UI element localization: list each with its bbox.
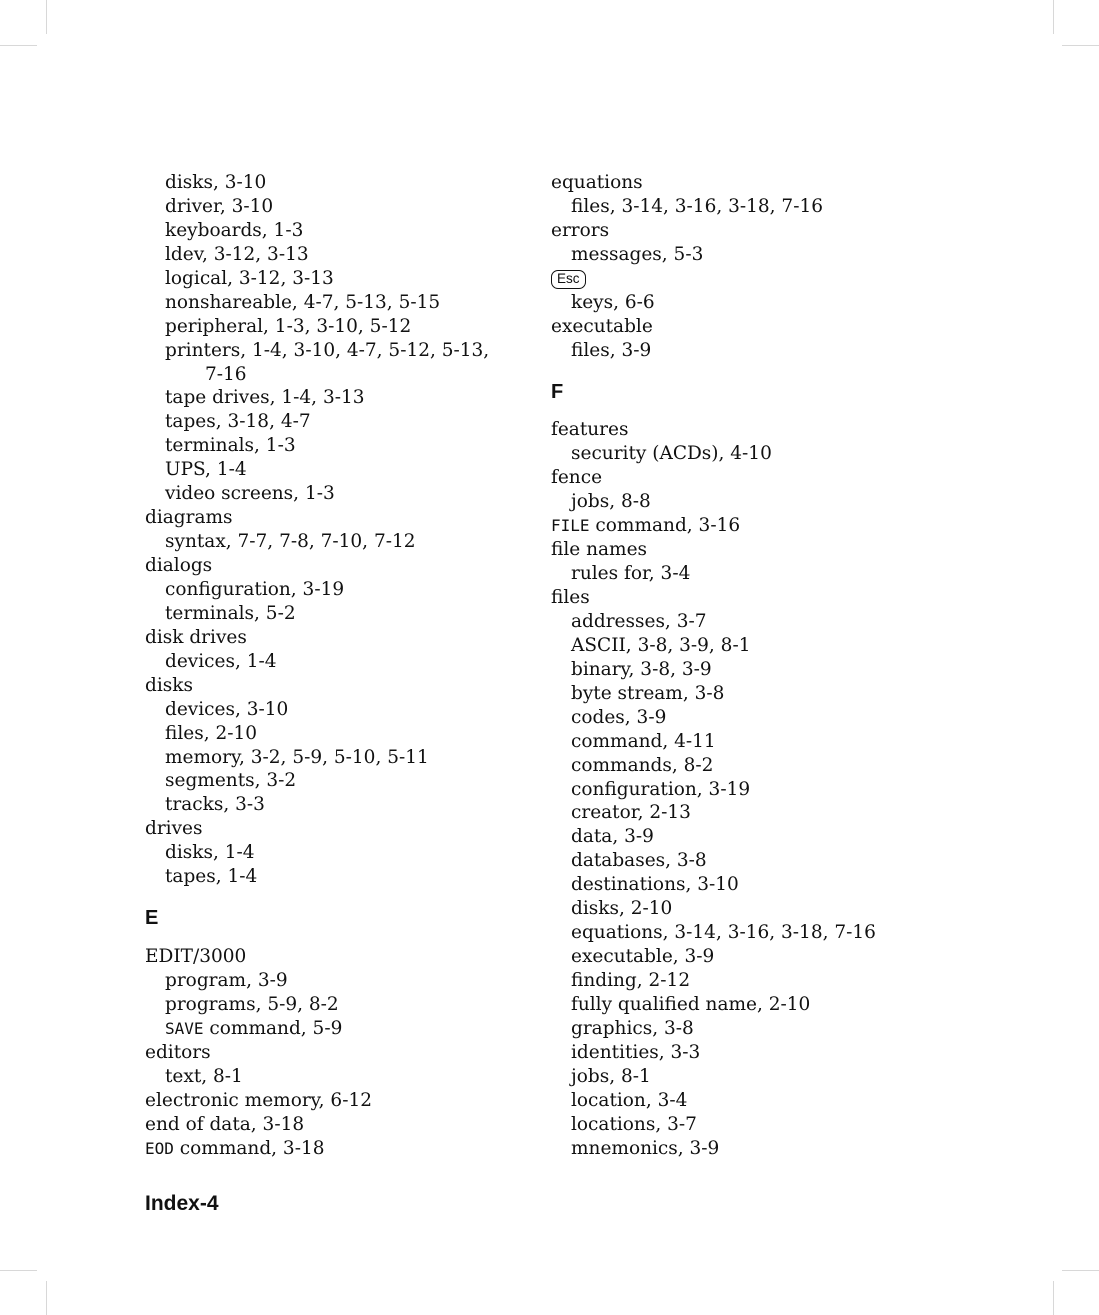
index-subentry bbox=[145, 171, 489, 195]
entry-text: locations, 3-7 bbox=[571, 1113, 697, 1135]
index-subentry bbox=[551, 1089, 876, 1113]
entry-text: 7-16 bbox=[205, 363, 247, 385]
index-subentry bbox=[551, 945, 876, 969]
index-subentry bbox=[551, 1041, 876, 1065]
entry-text: program, 3-9 bbox=[165, 970, 288, 991]
index-subentry bbox=[145, 243, 489, 267]
entry-text: driver, 3-10 bbox=[165, 195, 274, 217]
index-subentry bbox=[145, 267, 489, 291]
entry-text: location, 3-4 bbox=[571, 1089, 688, 1111]
index-entry bbox=[145, 817, 489, 841]
index-entry bbox=[551, 171, 876, 195]
entry-text: files, 3-14, 3-16, 3-18, 7-16 bbox=[571, 195, 823, 217]
entry-text: text, 8-1 bbox=[165, 1065, 243, 1087]
index-subentry bbox=[145, 339, 489, 363]
index-subentry bbox=[551, 243, 876, 267]
command-keyword: SAVE bbox=[165, 1018, 204, 1038]
entry-text: databases, 3-8 bbox=[571, 850, 707, 872]
entry-text: files, 2-10 bbox=[165, 722, 258, 744]
entry-text: security (ACDs), 4-10 bbox=[571, 443, 772, 465]
index-subentry bbox=[551, 873, 876, 897]
index-entry bbox=[145, 674, 489, 698]
entry-text: video screens, 1-3 bbox=[165, 483, 335, 505]
entry-text: file names bbox=[551, 539, 648, 561]
entry-text: segments, 3-2 bbox=[165, 770, 297, 792]
entry-text: graphics, 3-8 bbox=[571, 1017, 694, 1039]
page-number: Index-4 bbox=[145, 1192, 219, 1215]
index-column-right bbox=[551, 171, 876, 1161]
entry-text: programs, 5-9, 8-2 bbox=[165, 993, 339, 1015]
entry-text: configuration, 3-19 bbox=[571, 778, 751, 800]
index-subentry bbox=[145, 578, 489, 602]
command-keyword: EOD bbox=[145, 1138, 174, 1158]
crop-mark bbox=[1053, 0, 1054, 34]
entry-text: identities, 3-3 bbox=[571, 1041, 701, 1063]
index-subentry bbox=[551, 682, 876, 706]
crop-mark bbox=[46, 1281, 47, 1315]
entry-text: fence bbox=[551, 467, 603, 489]
entry-text: jobs, 8-8 bbox=[571, 491, 651, 513]
entry-text: executable bbox=[551, 315, 653, 337]
entry-text: jobs, 8-1 bbox=[571, 1065, 651, 1087]
entry-text: files bbox=[551, 587, 590, 608]
entry-text: keys, 6-6 bbox=[571, 291, 655, 313]
entry-text: tapes, 3-18, 4-7 bbox=[165, 411, 311, 433]
entry-text: tape drives, 1-4, 3-13 bbox=[165, 387, 365, 409]
index-subentry bbox=[145, 602, 489, 626]
index-entry bbox=[145, 626, 489, 650]
index-subentry bbox=[145, 482, 489, 506]
index-subentry bbox=[551, 442, 876, 466]
index-continuation bbox=[145, 363, 489, 387]
entry-text: tapes, 1-4 bbox=[165, 866, 258, 888]
crop-mark bbox=[0, 45, 37, 46]
index-subentry bbox=[551, 634, 876, 658]
index-subentry bbox=[145, 865, 489, 889]
entry-text: equations, 3-14, 3-16, 3-18, 7-16 bbox=[571, 922, 876, 944]
entry-text: printers, 1-4, 3-10, 4-7, 5-12, 5-13, bbox=[165, 339, 490, 361]
entry-text: codes, 3-9 bbox=[571, 706, 667, 728]
index-subentry bbox=[145, 746, 489, 770]
entry-text: logical, 3-12, 3-13 bbox=[165, 267, 334, 289]
index-subentry bbox=[551, 1137, 876, 1161]
entry-text: configuration, 3-19 bbox=[165, 578, 345, 600]
index-subentry bbox=[551, 801, 876, 825]
section-heading: F bbox=[551, 380, 564, 403]
index-entry bbox=[551, 586, 876, 610]
entry-text: addresses, 3-7 bbox=[571, 610, 707, 632]
index-entry bbox=[145, 1137, 489, 1161]
index-subentry bbox=[145, 315, 489, 339]
index-entry bbox=[551, 267, 876, 291]
entry-text: diagrams bbox=[145, 507, 233, 529]
section-heading: E bbox=[145, 907, 159, 930]
entry-text: executable, 3-9 bbox=[571, 946, 715, 968]
entry-text: disks, 2-10 bbox=[571, 898, 673, 920]
entry-text: keyboards, 1-3 bbox=[165, 219, 304, 241]
index-entry bbox=[145, 945, 489, 969]
entry-text: command, 5-9 bbox=[203, 1017, 343, 1039]
entry-text: disks bbox=[145, 674, 193, 696]
entry-text: features bbox=[551, 419, 629, 441]
entry-text: terminals, 5-2 bbox=[165, 602, 296, 624]
crop-mark bbox=[0, 1270, 37, 1271]
index-entry bbox=[145, 1089, 489, 1113]
entry-text: destinations, 3-10 bbox=[571, 874, 739, 896]
index-subentry bbox=[145, 841, 489, 865]
index-subentry bbox=[551, 730, 876, 754]
index-entry bbox=[145, 1041, 489, 1065]
index-subentry bbox=[145, 722, 489, 746]
index-subentry bbox=[551, 778, 876, 802]
entry-text: end of data, 3-18 bbox=[145, 1113, 305, 1135]
entry-text: creator, 2-13 bbox=[571, 802, 691, 824]
index-subentry bbox=[145, 530, 489, 554]
index-subentry bbox=[551, 291, 876, 315]
entry-text: syntax, 7-7, 7-8, 7-10, 7-12 bbox=[165, 531, 416, 553]
index-subentry bbox=[145, 993, 489, 1017]
index-subentry bbox=[551, 969, 876, 993]
entry-text: mnemonics, 3-9 bbox=[571, 1137, 720, 1159]
index-subentry bbox=[145, 291, 489, 315]
entry-text: command, 3-18 bbox=[173, 1137, 325, 1159]
entry-text: drives bbox=[145, 818, 203, 840]
crop-mark bbox=[1062, 45, 1099, 46]
entry-text: files, 3-9 bbox=[571, 339, 652, 361]
index-subentry bbox=[551, 706, 876, 730]
index-entry bbox=[551, 219, 876, 243]
index-entry bbox=[551, 315, 876, 339]
entry-text: disks, 1-4 bbox=[165, 842, 255, 864]
esc-key-icon: Esc bbox=[551, 270, 586, 289]
index-subentry bbox=[551, 490, 876, 514]
entry-text: electronic memory, 6-12 bbox=[145, 1089, 372, 1111]
index-subentry bbox=[551, 562, 876, 586]
entry-text: nonshareable, 4-7, 5-13, 5-15 bbox=[165, 291, 441, 313]
entry-text: EDIT/3000 bbox=[145, 946, 247, 968]
index-subentry bbox=[145, 793, 489, 817]
entry-text: tracks, 3-3 bbox=[165, 794, 265, 816]
index-subentry bbox=[551, 610, 876, 634]
index-subentry bbox=[551, 195, 876, 219]
entry-text: messages, 5-3 bbox=[571, 243, 704, 265]
index-subentry bbox=[145, 698, 489, 722]
entry-text: ASCII, 3-8, 3-9, 8-1 bbox=[571, 634, 751, 656]
index-subentry bbox=[551, 897, 876, 921]
entry-text: binary, 3-8, 3-9 bbox=[571, 658, 712, 680]
index-entry bbox=[551, 514, 876, 538]
entry-text: disk drives bbox=[145, 626, 247, 648]
entry-text: ldev, 3-12, 3-13 bbox=[165, 243, 309, 265]
index-subentry bbox=[145, 1065, 489, 1089]
entry-text: command, 4-11 bbox=[571, 730, 716, 752]
index-subentry bbox=[145, 434, 489, 458]
entry-text: dialogs bbox=[145, 555, 213, 576]
index-subentry bbox=[551, 825, 876, 849]
index-subentry bbox=[551, 921, 876, 945]
crop-mark bbox=[46, 0, 47, 34]
entry-text: devices, 1-4 bbox=[165, 650, 277, 672]
entry-text: UPS, 1-4 bbox=[165, 459, 247, 481]
index-subentry bbox=[551, 339, 876, 363]
index-entry bbox=[145, 506, 489, 530]
index-subentry bbox=[551, 1113, 876, 1137]
index-entry bbox=[145, 554, 489, 578]
index-subentry bbox=[145, 969, 489, 993]
entry-text: finding, 2-12 bbox=[571, 970, 691, 991]
entry-text: data, 3-9 bbox=[571, 826, 654, 848]
index-subentry bbox=[551, 1065, 876, 1089]
entry-text: rules for, 3-4 bbox=[571, 563, 691, 585]
index-subentry bbox=[145, 195, 489, 219]
entry-text: errors bbox=[551, 219, 610, 241]
index-subentry bbox=[145, 386, 489, 410]
index-subentry bbox=[145, 410, 489, 434]
entry-text: memory, 3-2, 5-9, 5-10, 5-11 bbox=[165, 746, 429, 768]
entry-text: peripheral, 1-3, 3-10, 5-12 bbox=[165, 315, 412, 337]
crop-mark bbox=[1062, 1270, 1099, 1271]
command-keyword: FILE bbox=[551, 516, 590, 536]
entry-text: equations bbox=[551, 172, 643, 193]
index-subentry bbox=[145, 458, 489, 482]
entry-text: editors bbox=[145, 1041, 211, 1063]
crop-mark bbox=[1053, 1281, 1054, 1315]
entry-text: devices, 3-10 bbox=[165, 698, 289, 720]
index-subentry bbox=[145, 219, 489, 243]
entry-text: terminals, 1-3 bbox=[165, 435, 296, 457]
index-subentry bbox=[551, 658, 876, 682]
index-entry bbox=[551, 538, 876, 562]
index-subentry bbox=[551, 849, 876, 873]
index-subentry bbox=[145, 650, 489, 674]
entry-text: command, 3-16 bbox=[589, 515, 741, 537]
index-subentry bbox=[551, 754, 876, 778]
index-entry bbox=[551, 466, 876, 490]
entry-text: commands, 8-2 bbox=[571, 754, 714, 776]
entry-text: byte stream, 3-8 bbox=[571, 682, 725, 704]
index-subentry bbox=[551, 993, 876, 1017]
entry-text: fully qualified name, 2-10 bbox=[571, 993, 811, 1015]
index-entry bbox=[551, 418, 876, 442]
index-subentry bbox=[145, 769, 489, 793]
index-entry bbox=[145, 1113, 489, 1137]
entry-text: disks, 3-10 bbox=[165, 172, 267, 193]
index-column-left bbox=[145, 171, 489, 1161]
index-subentry bbox=[145, 1017, 489, 1041]
index-subentry bbox=[551, 1017, 876, 1041]
